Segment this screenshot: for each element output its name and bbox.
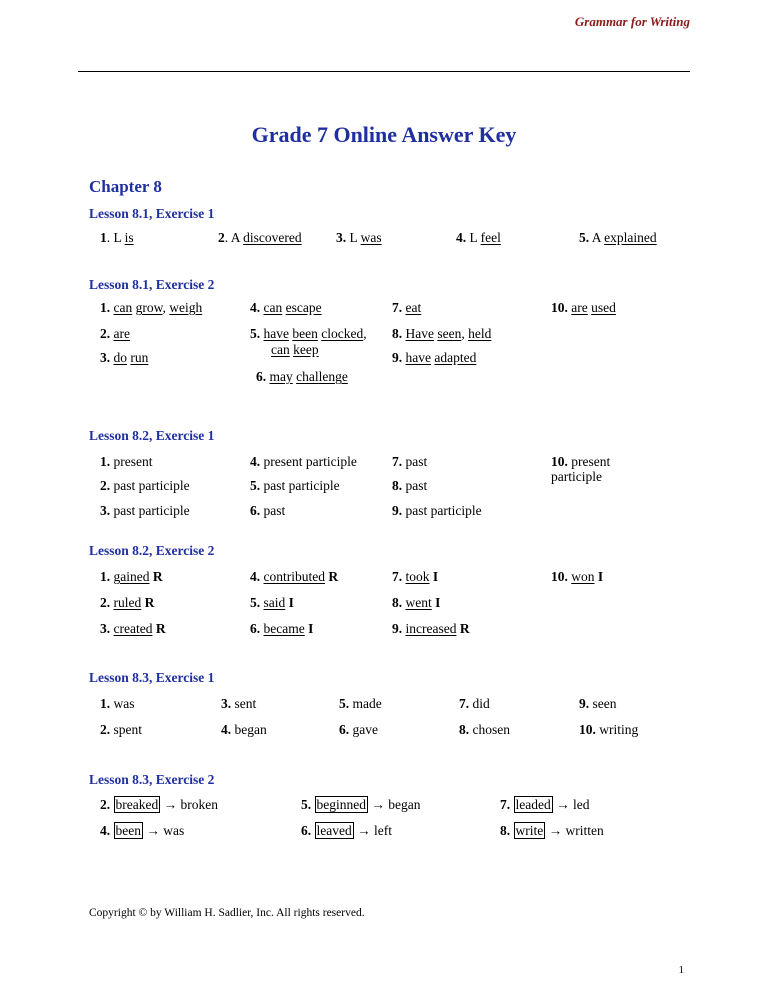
answer-item: 4. L feel xyxy=(456,230,501,245)
answer-item: 7. did xyxy=(459,696,490,711)
answer-item-continued: can keep xyxy=(271,342,319,357)
answer-item: 10. present participle xyxy=(551,454,611,484)
lesson-heading: Lesson 8.2, Exercise 1 xyxy=(89,428,215,443)
answer-item: 10. won I xyxy=(551,569,604,584)
answer-item: 8. Have seen, held xyxy=(392,326,492,341)
arrow-right-icon: → xyxy=(371,797,385,812)
answer-item: 3. L was xyxy=(336,230,382,245)
chapter-heading: Chapter 8 xyxy=(89,177,162,196)
answer-item: 7. past xyxy=(392,454,428,469)
answer-item: 9. past participle xyxy=(392,503,482,518)
page-number: 1 xyxy=(678,964,684,976)
copyright-notice: Copyright © by William H. Sadlier, Inc. All rights reserved. xyxy=(89,907,365,919)
answer-item: 5. A explained xyxy=(579,230,657,245)
answer-item: 2. are xyxy=(100,326,130,341)
answer-item: 4. present participle xyxy=(250,454,357,469)
answer-item: 8. chosen xyxy=(459,722,510,737)
lesson-heading: Lesson 8.2, Exercise 2 xyxy=(89,543,215,558)
answer-item: 3. do run xyxy=(100,350,149,365)
answer-item: 1. can grow, weigh xyxy=(100,300,203,315)
answer-item: 6. leaved → left xyxy=(301,823,392,838)
answer-item: 5. past participle xyxy=(250,478,340,493)
answer-item: 9. have adapted xyxy=(392,350,477,365)
answer-item: 1. L is xyxy=(100,230,134,245)
answer-item: 3. past participle xyxy=(100,503,190,518)
answer-item: 8. write → written xyxy=(500,823,604,838)
answer-item: 4. began xyxy=(221,722,267,737)
answer-item: 7. leaded → led xyxy=(500,797,590,812)
answer-item: 2. past participle xyxy=(100,478,190,493)
arrow-right-icon: → xyxy=(146,823,160,838)
answer-item: 2. ruled R xyxy=(100,595,155,610)
answer-item: 5. said I xyxy=(250,595,294,610)
answer-item: 10. writing xyxy=(579,722,639,737)
answer-item: 10. are used xyxy=(551,300,616,315)
lesson-heading: Lesson 8.1, Exercise 1 xyxy=(89,206,215,221)
answer-item: 8. past xyxy=(392,478,428,493)
lesson-heading: Lesson 8.3, Exercise 2 xyxy=(89,772,215,787)
answer-item: 6. became I xyxy=(250,621,314,636)
arrow-right-icon: → xyxy=(548,823,563,838)
answer-item: 7. took I xyxy=(392,569,439,584)
answer-item: 3. created R xyxy=(100,621,166,636)
answer-item: 5. have been clocked, xyxy=(250,326,367,341)
answer-item: 4. been → was xyxy=(100,823,185,838)
answer-item: 2. breaked → broken xyxy=(100,797,218,812)
answer-item: 5. made xyxy=(339,696,382,711)
answer-item: 5. beginned → began xyxy=(301,797,421,812)
answer-item: 1. was xyxy=(100,696,135,711)
lesson-heading: Lesson 8.1, Exercise 2 xyxy=(89,277,215,292)
answer-item: 6. may challenge xyxy=(256,369,348,384)
answer-item: 1. present xyxy=(100,454,153,469)
answer-item: 7. eat xyxy=(392,300,422,315)
answer-item: 4. contributed R xyxy=(250,569,339,584)
arrow-right-icon: → xyxy=(357,823,371,838)
answer-item: 8. went I xyxy=(392,595,441,610)
lesson-heading: Lesson 8.3, Exercise 1 xyxy=(89,670,215,685)
answer-item: 6. gave xyxy=(339,722,378,737)
arrow-right-icon: → xyxy=(163,797,178,812)
arrow-right-icon: → xyxy=(556,797,570,812)
answer-item: 6. past xyxy=(250,503,286,518)
running-header: Grammar for Writing xyxy=(574,14,690,29)
answer-item: 2. spent xyxy=(100,722,142,737)
page-title: Grade 7 Online Answer Key xyxy=(251,122,517,147)
answer-item: 2. A discovered xyxy=(218,230,302,245)
answer-item: 9. seen xyxy=(579,696,617,711)
answer-item: 9. increased R xyxy=(392,621,470,636)
answer-item: 3. sent xyxy=(221,696,257,711)
header-rule xyxy=(78,71,690,72)
answer-item: 4. can escape xyxy=(250,300,322,315)
answer-item: 1. gained R xyxy=(100,569,163,584)
